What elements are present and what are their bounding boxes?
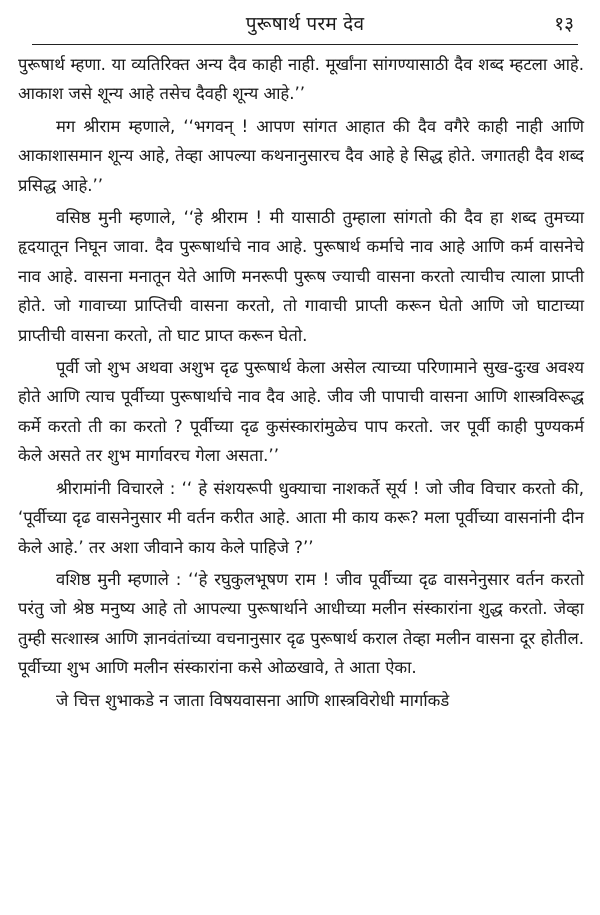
- paragraph: पूर्वी जो शुभ अथवा अशुभ दृढ पुरूषार्थ केला असेल त्याच्या परिणामाने सुख-दुःख अवश्य होते आणि त्याच पूर्वीच्या पुरूषार्थाचे नाव दैव आहे. जीव जी पापाची वासना आणि शास्त्रविरूद्ध कर्मे करतो ती का करतो ? पूर्वीच्या दृढ कुसंस्कारांमुळेच पाप करतो. जर पूर्वी काही पुण्यकर्म केले असते तर शुभ मार्गावरच गेला असता.’’: [18, 358, 584, 466]
- paragraph: जे चित्त शुभाकडे न जाता विषयवासना आणि शास्त्रविरोधी मार्गाकडे: [56, 690, 450, 710]
- running-title: पुरूषार्थ परम देव: [245, 13, 365, 35]
- page-header: [32, 0, 578, 45]
- paragraph: वशिष्ठ मुनी म्हणाले : ‘‘हे रघुकुलभूषण राम ! जीव पूर्वीच्या दृढ वासनेनुसार वर्तन करतो परंतु जो श्रेष्ठ मनुष्य आहे तो आपल्या पुरूषार्थाने आधीच्या मलीन संस्कारांना शुद्ध करतो. जेव्हा तुम्ही सत्शास्त्र आणि ज्ञानवंतांच्या वचनानुसार दृढ पुरूषार्थ कराल तेव्हा मलीन वासना दूर होतील. पूर्वीच्या शुभ आणि मलीन संस्कारांना कसे ओळखावे, ते आता ऐका.: [18, 569, 584, 678]
- paragraph: श्रीरामांनी विचारले : ‘‘ हे संशयरूपी धुक्याचा नाशकर्ते सूर्य ! जो जीव विचार करतो की, ‘पूर्वीच्या दृढ वासनेनुसार मी वर्तन करीत आहे. आता मी काय करू? मला पूर्वीच्या वासनांनी दीन केले आहे.’ तर अशा जीवाने काय केले पाहिजे ?’’: [18, 478, 584, 557]
- paragraph: वसिष्ठ मुनी म्हणाले, ‘‘हे श्रीराम ! मी यासाठी तुम्हाला सांगतो की दैव हा शब्द तुमच्या हृदयातून निघून जावा. दैव पुरूषार्थाचे नाव आहे. पुरूषार्थ कर्माचे नाव आहे आणि कर्म वासनेचे नाव आहे. वासना मनातून येते आणि मनरूपी पुरूष ज्याची वासना करतो त्याचीच त्याला प्राप्ती होते. जो गावाच्या प्राप्तिची वासना करतो, तो गावाची प्राप्ती करून घेतो आणि जो घाटाच्या प्राप्तीची वासना करतो, तो घाट प्राप्त करून घेतो.: [18, 208, 584, 345]
- paragraph: मग श्रीराम म्हणाले, ‘‘भगवन् ! आपण सांगत आहात की दैव वगैरे काही नाही आणि आकाशासमान शून्य आहे, तेव्हा आपल्या कथनानुसारच दैव आहे हे सिद्ध होते. जगातही दैव शब्द प्रसिद्ध आहे.’’: [18, 116, 584, 195]
- page-number: १३: [554, 13, 574, 35]
- paragraph: पुरूषार्थ म्हणा. या व्यतिरिक्त अन्य दैव काही नाही. मूर्खांना सांगण्यासाठी दैव शब्द म्हटला आहे. आकाश जसे शून्य आहे तसेच दैवही शून्य आहे.’’: [18, 55, 584, 104]
- page-body: [18, 50, 584, 718]
